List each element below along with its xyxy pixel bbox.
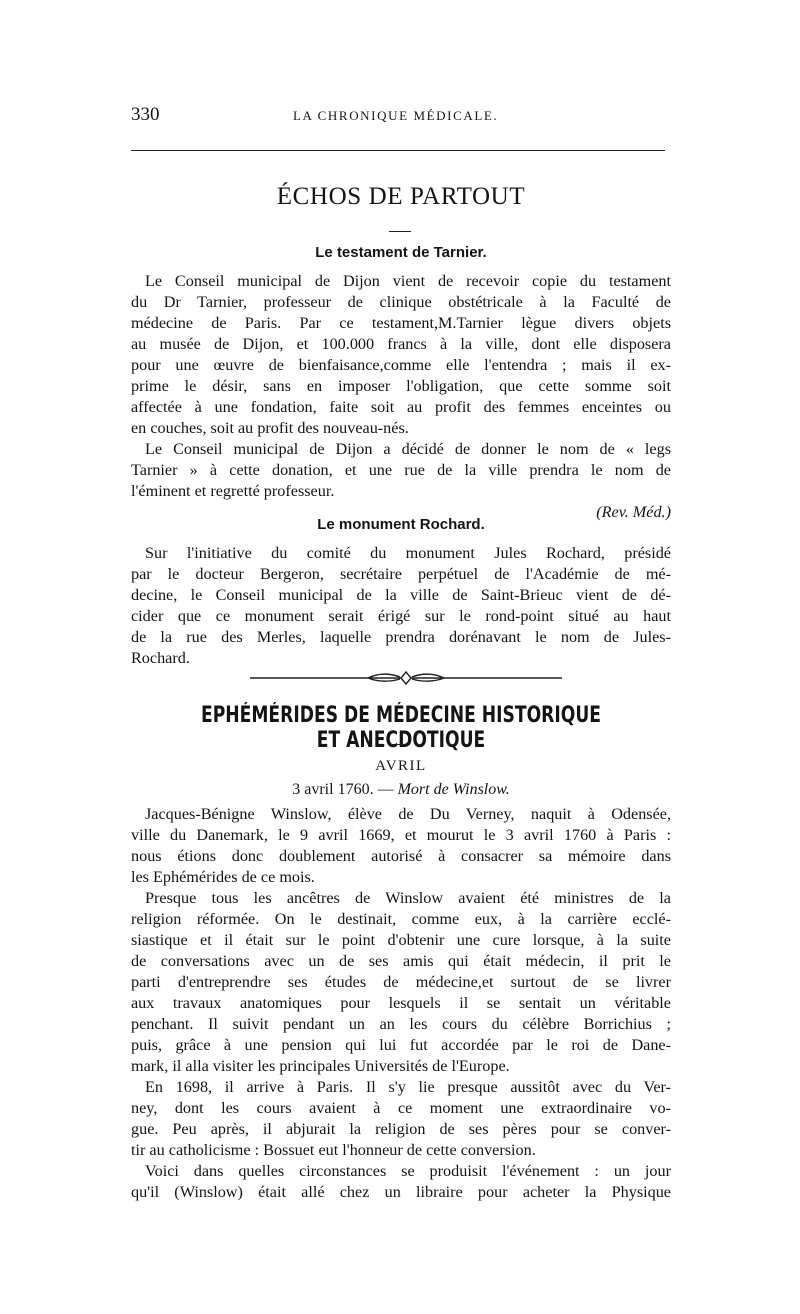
- ornament-divider: [250, 670, 562, 686]
- text-line: les Ephémérides de ce mois.: [131, 868, 315, 886]
- text-line: cider que ce monument serait érigé sur le rond-point situé au haut: [131, 607, 671, 625]
- text-line: penchant. Il suivit pendant un an les cours du célèbre Borrichius ;: [131, 1015, 671, 1033]
- text-line: en couches, soit au profit des nouveau-nés.: [131, 419, 409, 437]
- subhead-testament: Le testament de Tarnier.: [315, 244, 487, 261]
- text-line: Jacques-Bénigne Winslow, élève de Du Verney, naquit à Odensée,: [145, 805, 671, 823]
- text-line: gue. Peu après, il abjurait la religion de ses pères pour se conver-: [131, 1120, 671, 1138]
- text-line: siastique et il était sur le point d'obtenir une cure lorsque, à la suite: [131, 931, 671, 949]
- text-line: Voici dans quelles circonstances se produisit l'événement : un jour: [145, 1162, 671, 1180]
- text-line: Rochard.: [131, 649, 190, 667]
- text-line: l'éminent et regretté professeur.: [131, 482, 335, 500]
- page-number: 330: [131, 104, 160, 125]
- page-header: [131, 104, 671, 134]
- dateline: [131, 781, 671, 799]
- text-line: decine, le Conseil municipal de la ville de Saint-Brieuc vient de dé-: [131, 586, 671, 604]
- text-line: religion réformée. On le destinait, comme eux, à la carrière ecclé-: [131, 910, 671, 928]
- section-title-ephemerides: EPHÉMÉRIDES DE MÉDECINE HISTORIQUE ET ANECDOTIQUE: [200, 703, 602, 753]
- text-line: prime le désir, sans en imposer l'obligation, que cette somme soit: [131, 377, 671, 395]
- text-line: médecine de Paris. Par ce testament,M.Tarnier lègue divers objets: [131, 314, 671, 332]
- article-rochard: [131, 543, 671, 669]
- subhead-rochard: Le monument Rochard.: [317, 516, 485, 533]
- text-line: de la rue des Merles, laquelle prendra dorénavant le nom de Jules-: [131, 628, 671, 646]
- text-line: puis, grâce à une pension qui lui fut accordée par le roi de Dane-: [131, 1036, 671, 1054]
- date-event: Mort de Winslow.: [397, 781, 510, 798]
- text-line: affectée à une fondation, faite soit au profit des femmes enceintes ou: [131, 398, 671, 416]
- text-line: par le docteur Bergeron, secrétaire perpétuel de l'Académie de mé-: [131, 565, 671, 583]
- text-line: Presque tous les ancêtres de Winslow avaient été ministres de la: [145, 889, 671, 907]
- text-line: Sur l'initiative du comité du monument Jules Rochard, présidé: [145, 544, 671, 562]
- text-line: pour une œuvre de bienfaisance,comme elle l'entendra ; mais il ex-: [131, 356, 671, 374]
- text-line: ney, dont les cours avaient à ce moment une extraordinaire vo-: [131, 1099, 671, 1117]
- text-line: En 1698, il arrive à Paris. Il s'y lie presque aussitôt avec du Ver-: [145, 1078, 671, 1096]
- header-rule: [131, 150, 665, 151]
- text-line: parti d'entreprendre ses études de médecine,et surtout de se livrer: [131, 973, 671, 991]
- article-testament: [131, 271, 671, 523]
- source-citation: (Rev. Méd.): [596, 503, 671, 521]
- text-line: qu'il (Winslow) était allé chez un libraire pour acheter la Physique: [131, 1183, 671, 1201]
- running-title: LA CHRONIQUE MÉDICALE.: [293, 108, 499, 123]
- text-line: au musée de Dijon, et 100.000 francs à la ville, dont elle disposera: [131, 335, 671, 353]
- text-line: tir au catholicisme : Bossuet eut l'honneur de cette conversion.: [131, 1141, 536, 1159]
- text-line: ville du Danemark, le 9 avril 1669, et mourut le 3 avril 1760 à Paris :: [131, 826, 671, 844]
- text-line: Tarnier » à cette donation, et une rue de la ville prendra le nom de: [131, 461, 671, 479]
- title-dash: [389, 231, 411, 232]
- article-winslow: [131, 804, 671, 1203]
- section-title-echos: ÉCHOS DE PARTOUT: [276, 183, 526, 210]
- text-line: de conversations avec un de ses amis qui était médecin, il prit le: [131, 952, 671, 970]
- title-dash: [390, 744, 410, 745]
- text-line: mark, il alla visiter les principales Universités de l'Europe.: [131, 1057, 510, 1075]
- date-dash: —: [377, 781, 394, 798]
- text-line: Le Conseil municipal de Dijon vient de recevoir copie du testament: [145, 272, 671, 290]
- text-line: nous étions donc doublement autorisé à consacrer sa mémoire dans: [131, 847, 671, 865]
- text-line: Le Conseil municipal de Dijon a décidé de donner le nom de « legs: [145, 440, 671, 458]
- text-line: aux travaux anatomiques pour lesquels il se sentait un véritable: [131, 994, 671, 1012]
- month-heading: AVRIL: [375, 758, 427, 774]
- date-text: 3 avril 1760.: [292, 781, 374, 798]
- text-line: du Dr Tarnier, professeur de clinique obstétricale à la Faculté de: [131, 293, 671, 311]
